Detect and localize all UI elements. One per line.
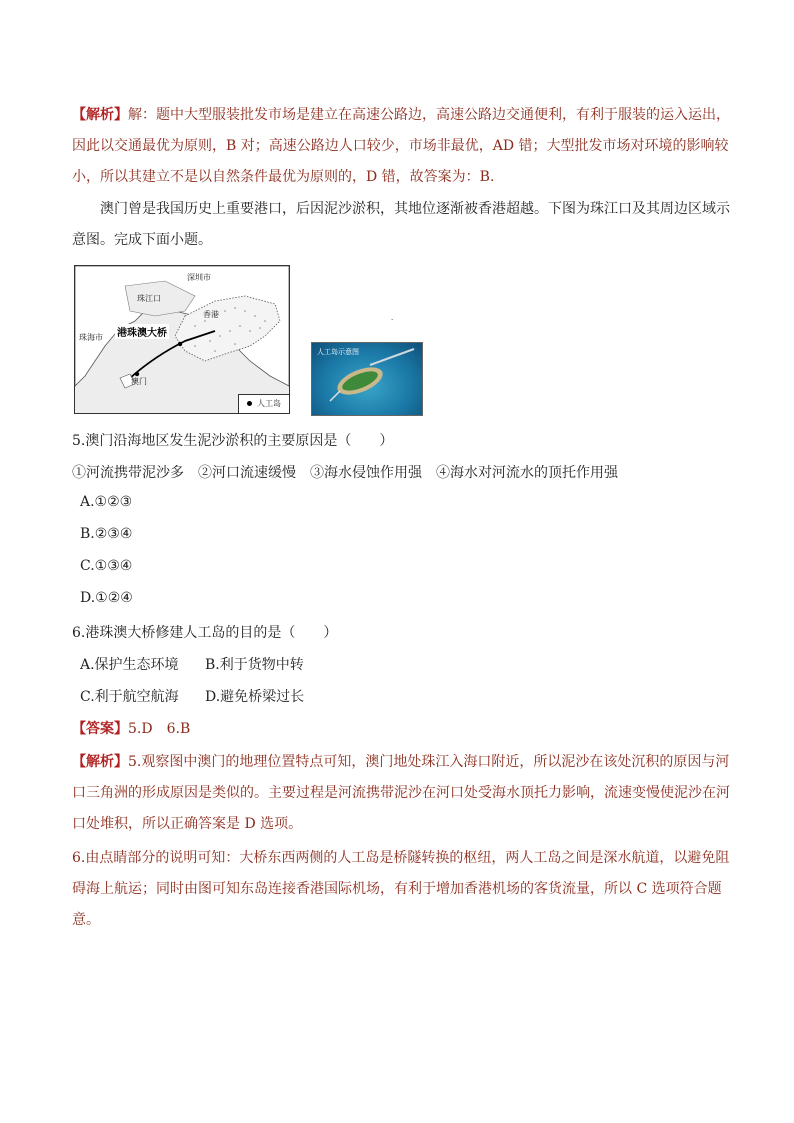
q6-option-a: A.保护生态环境 — [80, 657, 179, 673]
analysis-text: 解：题中大型服装批发市场是建立在高速公路边，高速公路边交通便利，有利于服装的运入运出，因此以交通最优为原则，B 对；高速公路边人口较少，市场非最优，AD 错；大型批发市场对环境的影响较小，所以其建立不是以自然条件最优为原则的，D 错，故答案为：B. — [72, 107, 730, 185]
q6-option-d: D.避免桥梁过长 — [205, 689, 305, 705]
question-intro: 澳门曾是我国历史上重要港口，后因泥沙淤积，其地位逐渐被香港超越。下图为珠江口及其周边区域示意图。完成下面小题。 — [72, 201, 730, 248]
tunnel-road — [370, 349, 414, 365]
q6-stem: 6.港珠澳大桥修建人工岛的目的是（ ） — [72, 625, 338, 641]
analysis-tag: 【解析】 — [72, 107, 128, 123]
island-east-dot — [178, 342, 182, 346]
legend-dot-icon — [247, 401, 252, 406]
map-legend — [238, 394, 290, 414]
q6-option-c: C.利于航空航海 — [80, 689, 179, 705]
q5-option-b: B.②③④ — [80, 526, 133, 542]
q5-option-a: A.①②③ — [80, 494, 133, 510]
pearl-river-map — [74, 265, 290, 414]
analysis2-text-1: 5.观察图中澳门的地理位置特点可知，澳门地处珠江入海口附近，所以泥沙在该处沉积的原因与河口三角洲的形成原因是类似的。主要过程是河流携带泥沙在河口处受海水顶托力影响，流速变慢使泥沙在河口处堆积，所以正确答案是 D 选项。 — [72, 754, 730, 832]
answer-text: 5.D 6.B — [128, 721, 191, 737]
map-drawing — [75, 266, 289, 413]
label-shenzhen: 深圳市 — [187, 273, 211, 282]
q5-option-c: C.①③④ — [80, 558, 133, 574]
answer-line — [72, 718, 190, 738]
q5-option-d: D.①②④ — [80, 590, 133, 606]
artificial-island-photo — [311, 342, 423, 416]
analysis-paragraph-2 — [72, 747, 732, 840]
bridge-segment — [330, 391, 340, 401]
q5-items: ①河流携带泥沙多 ②河口流速缓慢 ③海水侵蚀作用强 ④海水对河流水的顶托作用强 — [72, 465, 618, 481]
label-hongkong: 香港 — [203, 310, 219, 319]
analysis2-text-2: 6.由点睛部分的说明可知：大桥东西两侧的人工岛是桥隧转换的枢纽，两人工岛之间是深水航道，以避免阻碍海上航运；同时由图可知东岛连接香港国际机场，有利于增加香港机场的客货流量，所以 C 选项符合题意。 — [72, 850, 730, 928]
analysis-paragraph-1 — [72, 100, 732, 193]
answer-tag: 【答案】 — [72, 721, 128, 737]
analysis2-tag: 【解析】 — [72, 754, 128, 770]
label-zhuhai: 珠海市 — [79, 333, 103, 342]
legend-label: 人工岛 — [257, 399, 281, 408]
q5-stem: 5.澳门沿海地区发生泥沙淤积的主要原因是（ ） — [72, 433, 394, 449]
photo-title: 人工岛示意图 — [317, 348, 359, 356]
label-macao: 澳门 — [131, 377, 147, 386]
label-bridge: 港珠澳大桥 — [115, 324, 169, 339]
q6-option-b: B.利于货物中转 — [205, 657, 304, 673]
label-zhujiangkou: 珠江口 — [137, 294, 161, 303]
small-mark: · — [391, 316, 394, 324]
